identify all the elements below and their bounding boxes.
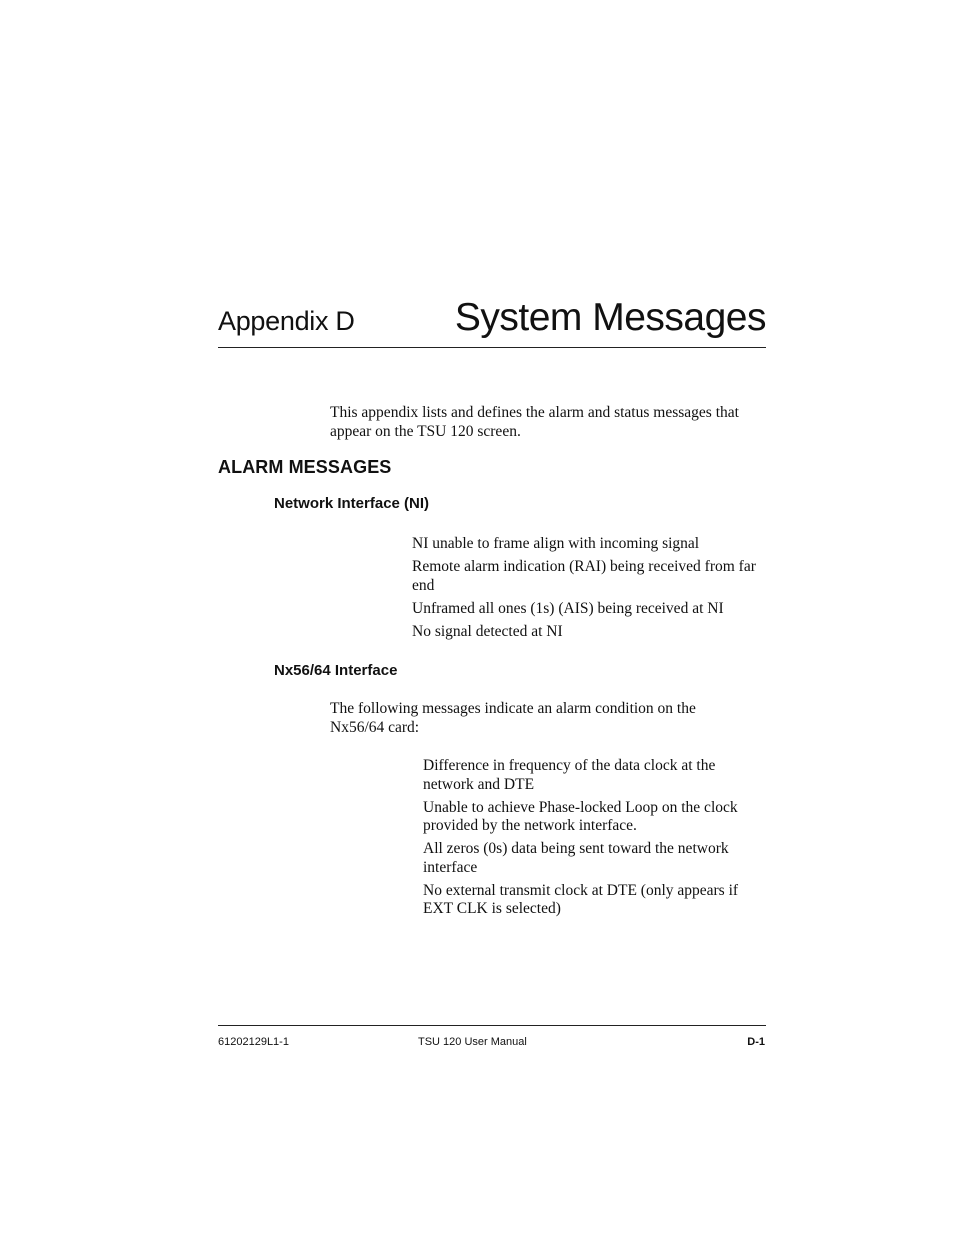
list-item: Unable to achieve Phase-locked Loop on the clock provided by the network interface. xyxy=(423,798,738,834)
chapter-title: System Messages xyxy=(454,296,766,339)
list-item: Difference in frequency of the data clock at the network and DTE xyxy=(423,757,716,793)
appendix-label: Appendix D xyxy=(218,306,355,336)
footer-page-number: D-1 xyxy=(747,1036,765,1048)
title-divider xyxy=(218,347,766,348)
list-item: All zeros (0s) data being sent toward the network interface xyxy=(423,840,729,876)
list-item: No signal detected at NI xyxy=(412,622,563,640)
network-interface-message-list xyxy=(412,535,762,646)
network-interface-heading: Network Interface (NI) xyxy=(274,495,430,512)
alarm-messages-heading: ALARM MESSAGES xyxy=(218,457,392,477)
list-item: Unframed all ones (1s) (AIS) being received at NI xyxy=(412,599,724,617)
footer-doc-number: 61202129L1-1 xyxy=(218,1036,289,1048)
footer-manual-title: TSU 120 User Manual xyxy=(418,1036,527,1048)
nx-interface-message-list xyxy=(423,757,766,923)
intro-paragraph: This appendix lists and defines the alarm and status messages that appear on the TSU 120 screen. xyxy=(330,404,739,440)
list-item: No external transmit clock at DTE (only appears if EXT CLK is selected) xyxy=(423,881,739,917)
footer-divider xyxy=(218,1025,766,1026)
list-item: Remote alarm indication (RAI) being received from far end xyxy=(412,558,756,594)
nx-interface-heading: Nx56/64 Interface xyxy=(274,662,398,679)
list-item: NI unable to frame align with incoming signal xyxy=(412,535,700,552)
nx-interface-intro: The following messages indicate an alarm condition on the Nx56/64 card: xyxy=(330,700,696,736)
